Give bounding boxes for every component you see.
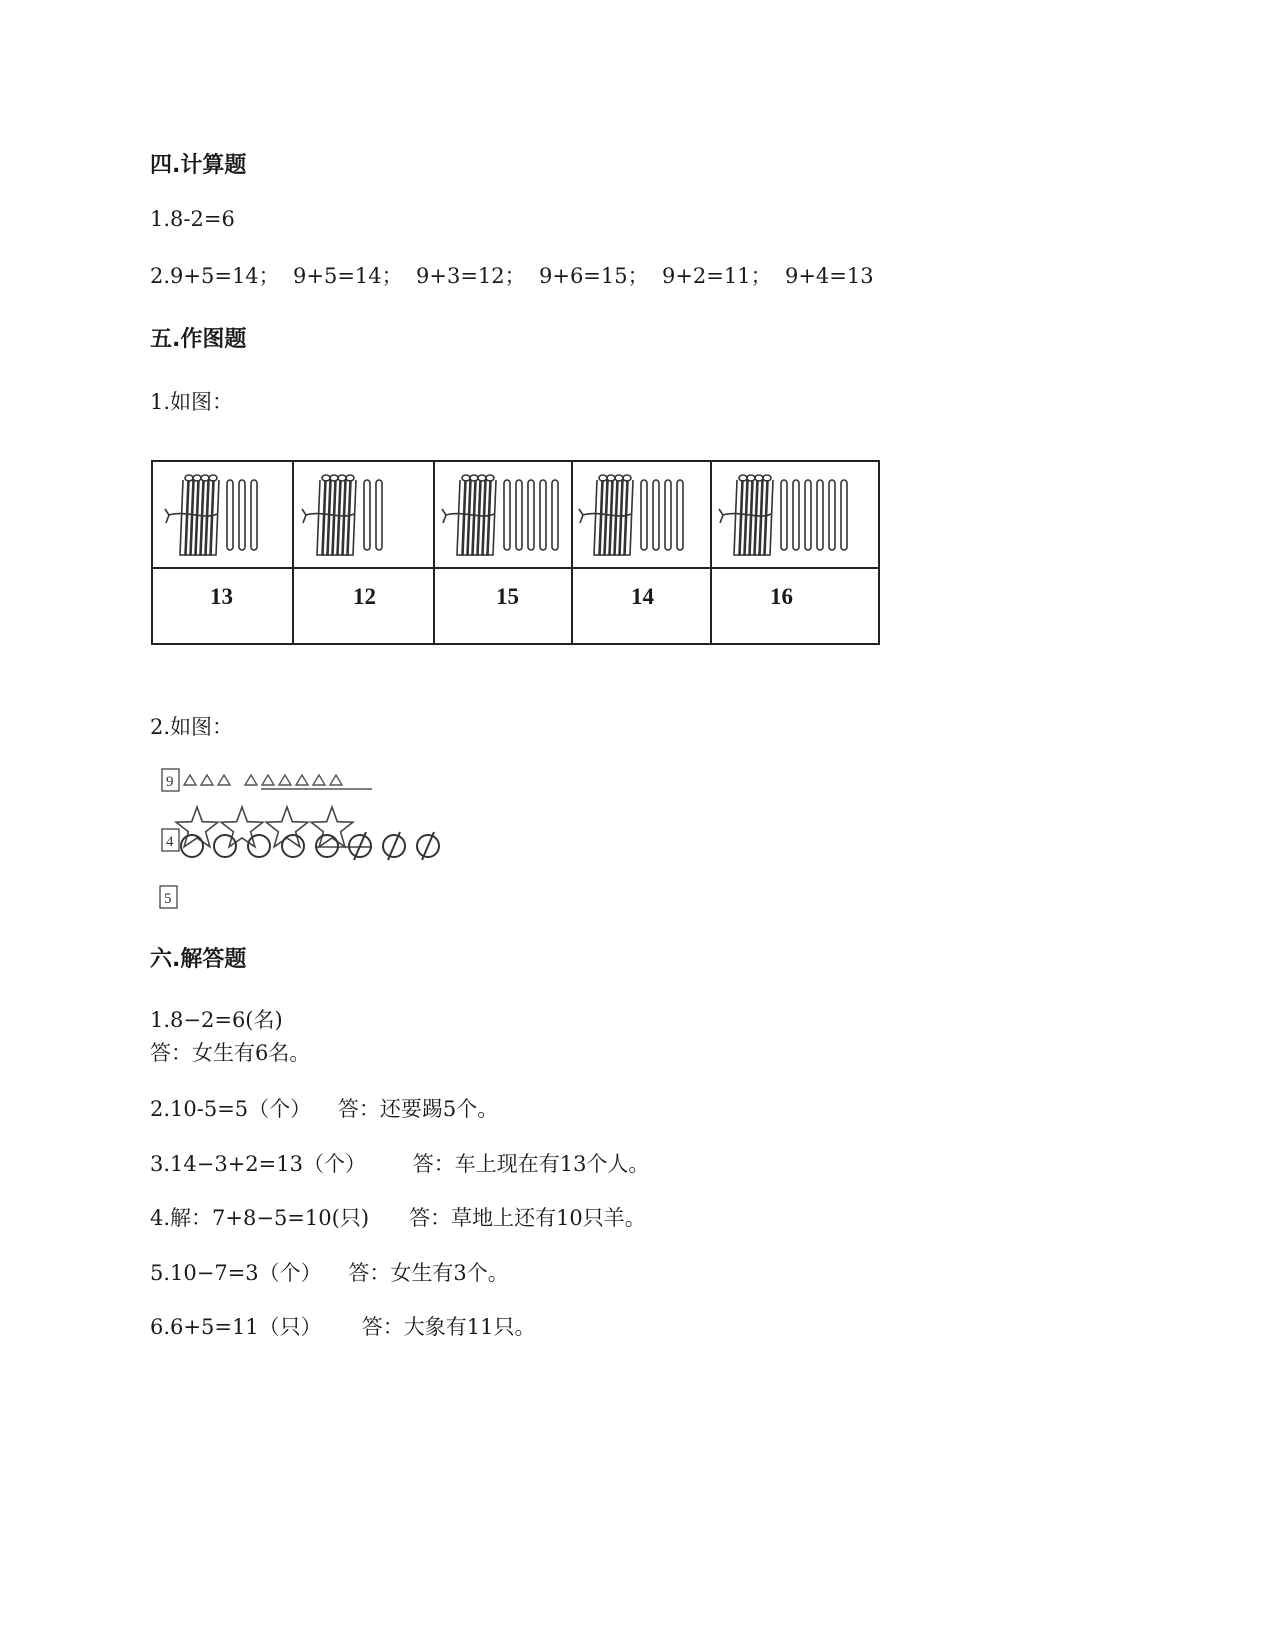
- triangle: [201, 775, 213, 785]
- solve-q4: 4.解：7+8−5=10(只) 答：草地上还有10只羊。: [150, 1206, 646, 1230]
- triangle: [330, 775, 342, 785]
- single-stick: [540, 480, 546, 550]
- single-stick: [376, 480, 382, 550]
- fig2-row1-num: 9: [166, 774, 174, 790]
- single-stick: [653, 480, 659, 550]
- draw-q1-label: 1.如图：: [150, 390, 234, 414]
- single-stick: [641, 480, 647, 550]
- triangle: [296, 775, 308, 785]
- bundle-of-ten: [442, 475, 558, 555]
- triangle: [245, 775, 257, 785]
- fig2-row2-num: 4: [166, 834, 174, 850]
- triangle: [313, 775, 325, 785]
- single-stick: [528, 480, 534, 550]
- single-stick: [504, 480, 510, 550]
- draw-q2-label: 2.如图：: [150, 715, 234, 739]
- single-stick: [841, 480, 847, 550]
- table-value: 12: [353, 584, 376, 609]
- table-value: 16: [770, 584, 793, 609]
- solve-q5: 5.10−7=3（个） 答：女生有3个。: [150, 1261, 509, 1285]
- single-stick: [552, 480, 558, 550]
- single-stick: [817, 480, 823, 550]
- circle: [248, 835, 270, 857]
- bundle-of-ten: [165, 475, 257, 555]
- shapes-illustration: [150, 765, 480, 920]
- calc-q1: 1.8-2=6: [150, 207, 235, 231]
- bundle-of-ten: [302, 475, 382, 555]
- single-stick: [227, 480, 233, 550]
- single-stick: [516, 480, 522, 550]
- star: [221, 807, 263, 847]
- shapes-figure: [150, 765, 480, 920]
- single-stick: [364, 480, 370, 550]
- sticks-illustration: [151, 460, 880, 645]
- single-stick: [805, 480, 811, 550]
- fig2-row3-num: 5: [164, 891, 172, 907]
- table-value: 13: [210, 584, 233, 609]
- calc-q2: 2.9+5=14； 9+5=14； 9+3=12； 9+6=15； 9+2=11； 9+4=13: [150, 264, 874, 288]
- section-title-draw: 五.作图题: [150, 327, 247, 352]
- solve-q2: 2.10-5=5（个） 答：还要踢5个。: [150, 1097, 499, 1121]
- triangle: [262, 775, 274, 785]
- single-stick: [239, 480, 245, 550]
- single-stick: [677, 480, 683, 550]
- table-value: 15: [496, 584, 519, 609]
- circle: [282, 835, 304, 857]
- section-title-solve: 六.解答题: [150, 947, 247, 972]
- triangle: [184, 775, 196, 785]
- triangle: [218, 775, 230, 785]
- circle: [214, 835, 236, 857]
- single-stick: [829, 480, 835, 550]
- triangle: [279, 775, 291, 785]
- single-stick: [251, 480, 257, 550]
- bundle-of-ten: [719, 475, 847, 555]
- single-stick: [665, 480, 671, 550]
- sticks-table: [151, 460, 880, 645]
- bundle-of-ten: [579, 475, 683, 555]
- solve-q1-line1: 1.8−2=6(名): [150, 1008, 283, 1032]
- single-stick: [781, 480, 787, 550]
- solve-q3: 3.14−3+2=13（个） 答：车上现在有13个人。: [150, 1152, 650, 1176]
- solve-q1-line2: 答：女生有6名。: [150, 1041, 311, 1065]
- section-title-calc: 四.计算题: [150, 153, 247, 178]
- solve-q6: 6.6+5=11（只） 答：大象有11只。: [150, 1315, 536, 1339]
- single-stick: [793, 480, 799, 550]
- table-value: 14: [631, 584, 654, 609]
